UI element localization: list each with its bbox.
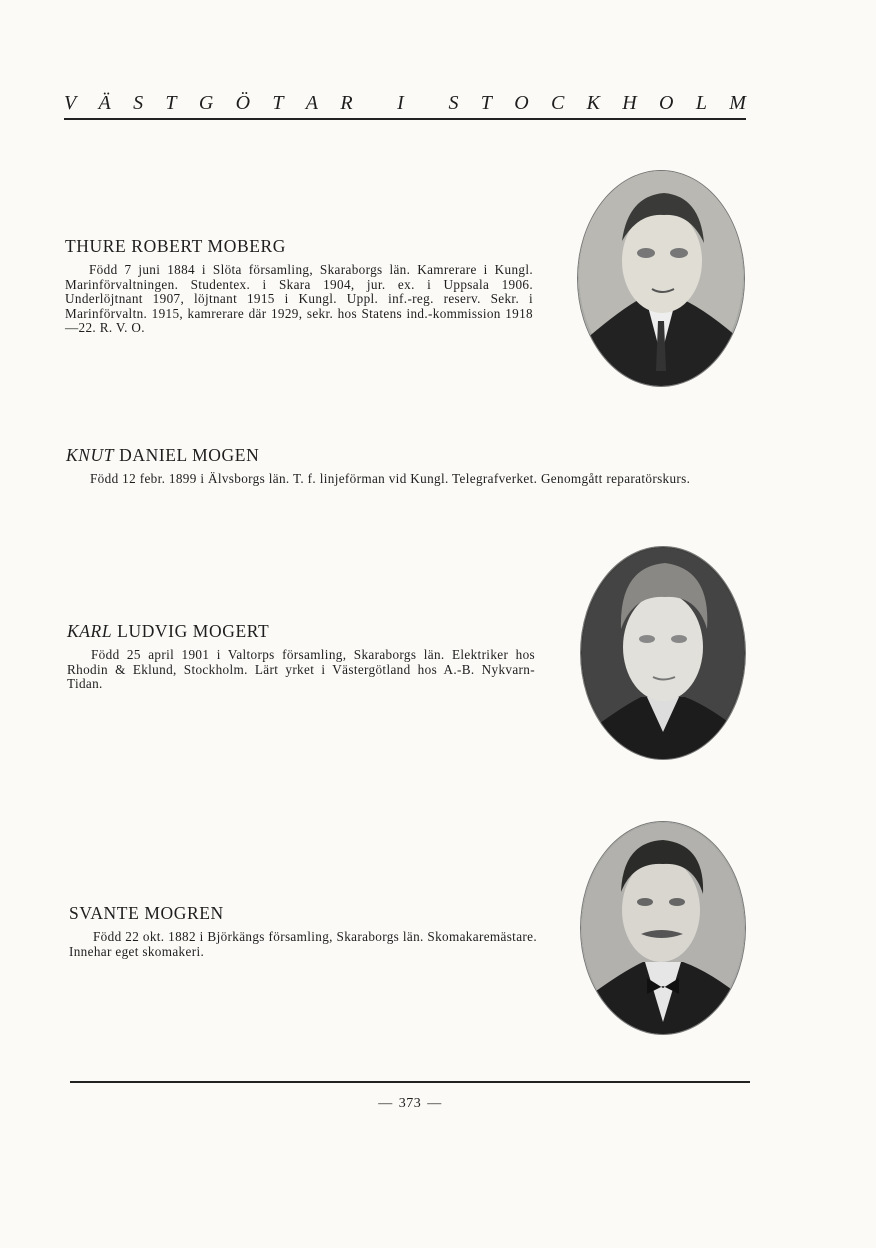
entry-bio: Född 12 febr. 1899 i Älvsborgs län. T. f. linjeförman vid Kungl. Telegrafverket. Genomgått reparatörskurs. — [90, 471, 691, 486]
header-letter: T — [272, 92, 284, 114]
header-letter: V — [64, 92, 77, 114]
entry-name — [67, 621, 535, 642]
entry-name-rest: LUDVIG MOGERT — [112, 621, 270, 641]
header-letter: O — [514, 92, 529, 114]
footer-rule — [70, 1081, 750, 1083]
entry-name-italic: KNUT — [66, 445, 115, 465]
entry-name — [66, 445, 746, 466]
page-number-value: 373 — [398, 1096, 422, 1111]
header-letter: R — [340, 92, 353, 114]
header-letter: A — [305, 92, 318, 114]
header-letter: T — [480, 92, 492, 114]
header-letter: I — [397, 92, 404, 114]
header-letter: H — [622, 92, 637, 114]
entry-name — [69, 903, 537, 924]
header-letter: Ö — [235, 92, 251, 114]
header-rule — [64, 118, 746, 120]
header-letter: C — [550, 92, 565, 114]
portrait-photo — [580, 821, 746, 1035]
entry-name-italic: KARL — [67, 621, 113, 641]
biography-entry — [66, 445, 746, 487]
header-letter: S — [448, 92, 459, 114]
page-number — [0, 1096, 820, 1112]
header-letter: O — [659, 92, 674, 114]
entry-name-rest: DANIEL MOGEN — [114, 445, 260, 465]
portrait-photo — [580, 546, 746, 760]
header-letter: K — [586, 92, 600, 114]
portrait-photo — [577, 170, 745, 387]
entry-name — [65, 236, 533, 257]
entry-bio: Född 7 juni 1884 i Slöta församling, Skaraborgs län. Kamrerare i Kungl. Marinförvaltningen. Studentex. i Skara 1904, jur. ex. i Uppsala 1906. Underlöjtnant 1907, löjtnant 1915 i Kungl. Uppl. inf.-reg. reserv. Sekr. i Marinförvaltn. 1915, kamrerare där 1929, sekr. hos Statens ind.-kommission 1918—22. R. V. O. — [65, 262, 533, 336]
biography-entry — [69, 903, 537, 959]
entry-name-rest: SVANTE MOGREN — [69, 903, 224, 923]
page-number-dash: — — [378, 1096, 393, 1111]
entry-name-rest: THURE ROBERT MOBERG — [65, 236, 287, 256]
header-letter: S — [133, 92, 144, 114]
header-letter: T — [165, 92, 177, 114]
biography-entry — [67, 621, 535, 692]
entry-bio: Född 25 april 1901 i Valtorps församling, Skaraborgs län. Elektriker hos Rhodin & Eklund, Stockholm. Lärt yrket i Västergötland hos A.-B. Nykvarn-Tidan. — [67, 647, 535, 692]
header-letter: L — [695, 92, 707, 114]
header-letter: Ä — [98, 92, 111, 114]
page-number-dash: — — [427, 1096, 442, 1111]
running-header — [64, 92, 746, 115]
biography-entry — [65, 236, 533, 336]
header-letter: G — [198, 92, 214, 114]
header-letter: M — [729, 92, 746, 114]
entry-bio: Född 22 okt. 1882 i Björkängs församling, Skaraborgs län. Skomakaremästare. Innehar eget skomakeri. — [69, 929, 537, 959]
